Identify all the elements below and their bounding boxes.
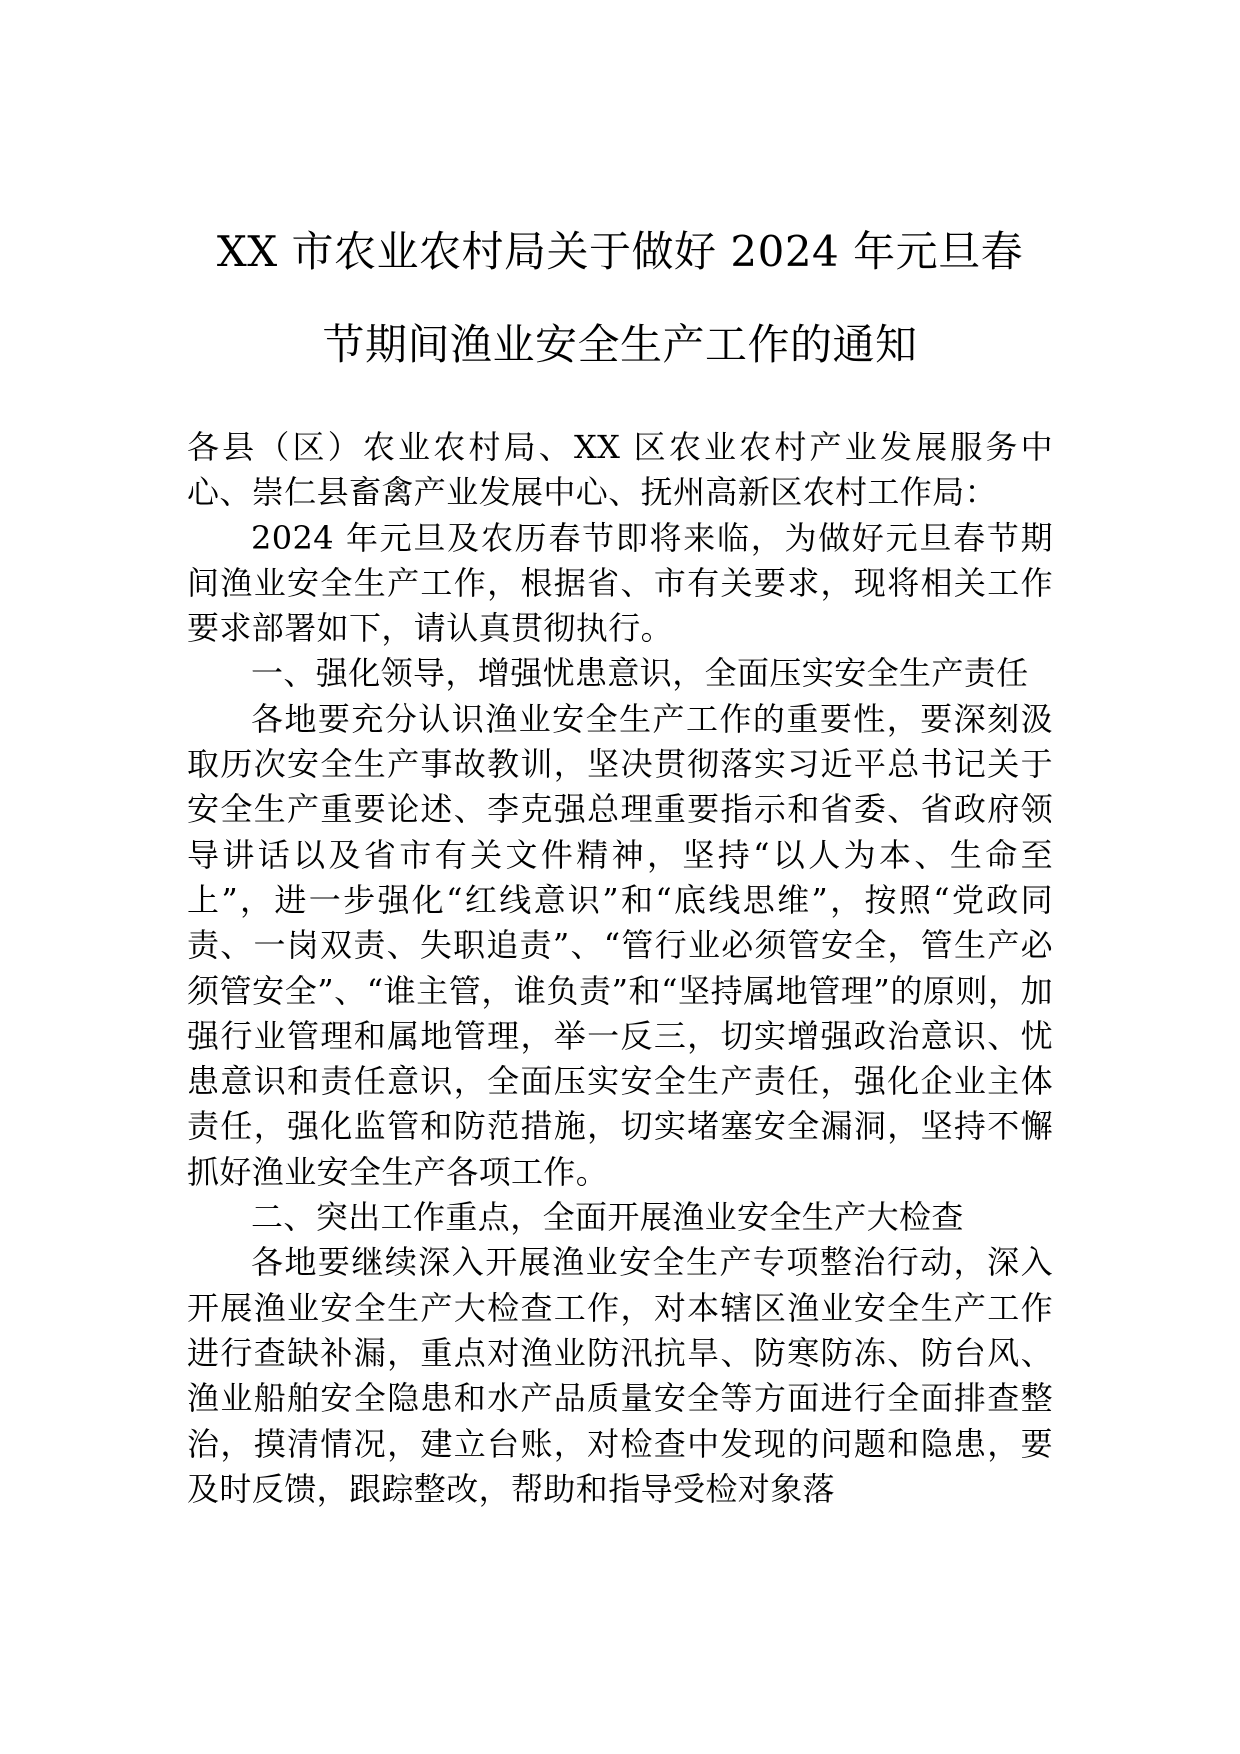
title-line-2: 节期间渔业安全生产工作的通知 (322, 320, 918, 369)
document-body (187, 425, 1053, 1512)
section-paragraph-2: 各地要继续深入开展渔业安全生产专项整治行动，深入开展渔业安全生产大检查工作，对本辖区渔业安全生产工作进行查缺补漏，重点对渔业防汛抗旱、防寒防冻、防台风、渔业船舶安全隐患和水产品质量安全等方面进行全面排查整治，摸清情况，建立台账，对检查中发现的问题和隐患，要及时反馈，跟踪整改，帮助和指导受检对象落 (187, 1243, 1053, 1508)
intro-paragraph: 2024 年元旦及农历春节即将来临，为做好元旦春节期间渔业安全生产工作，根据省、市有关要求，现将相关工作要求部署如下，请认真贯彻执行。 (187, 518, 1053, 648)
document-title (150, 205, 1090, 391)
section-heading-2: 二、突出工作重点，全面开展渔业安全生产大检查 (251, 1198, 964, 1237)
section-heading-1: 一、强化领导，增强忧患意识，全面压实安全生产责任 (251, 654, 1029, 693)
section-paragraph-1: 各地要充分认识渔业安全生产工作的重要性，要深刻汲取历次安全生产事故教训，坚决贯彻落实习近平总书记关于安全生产重要论述、李克强总理重要指示和省委、省政府领导讲话以及省市有关文件精神，坚持“以人为本、生命至上”，进一步强化“红线意识”和“底线思维”，按照“党政同责、一岗双责、失职追责”、“管行业必须管安全，管生产必须管安全”、“谁主管，谁负责”和“坚持属地管理”的原则，加强行业管理和属地管理，举一反三，切实增强政治意识、忧患意识和责任意识，全面压实安全生产责任，强化企业主体责任，强化监管和防范措施，切实堵塞安全漏洞，坚持不懈抓好渔业安全生产各项工作。 (187, 699, 1053, 1191)
title-line-1: XX 市农业农村局关于做好 2024 年元旦春 (216, 227, 1024, 276)
addressee-paragraph: 各县（区）农业农村局、XX 区农业农村产业发展服务中心、崇仁县畜禽产业发展中心、抚州高新区农村工作局： (187, 428, 1053, 512)
